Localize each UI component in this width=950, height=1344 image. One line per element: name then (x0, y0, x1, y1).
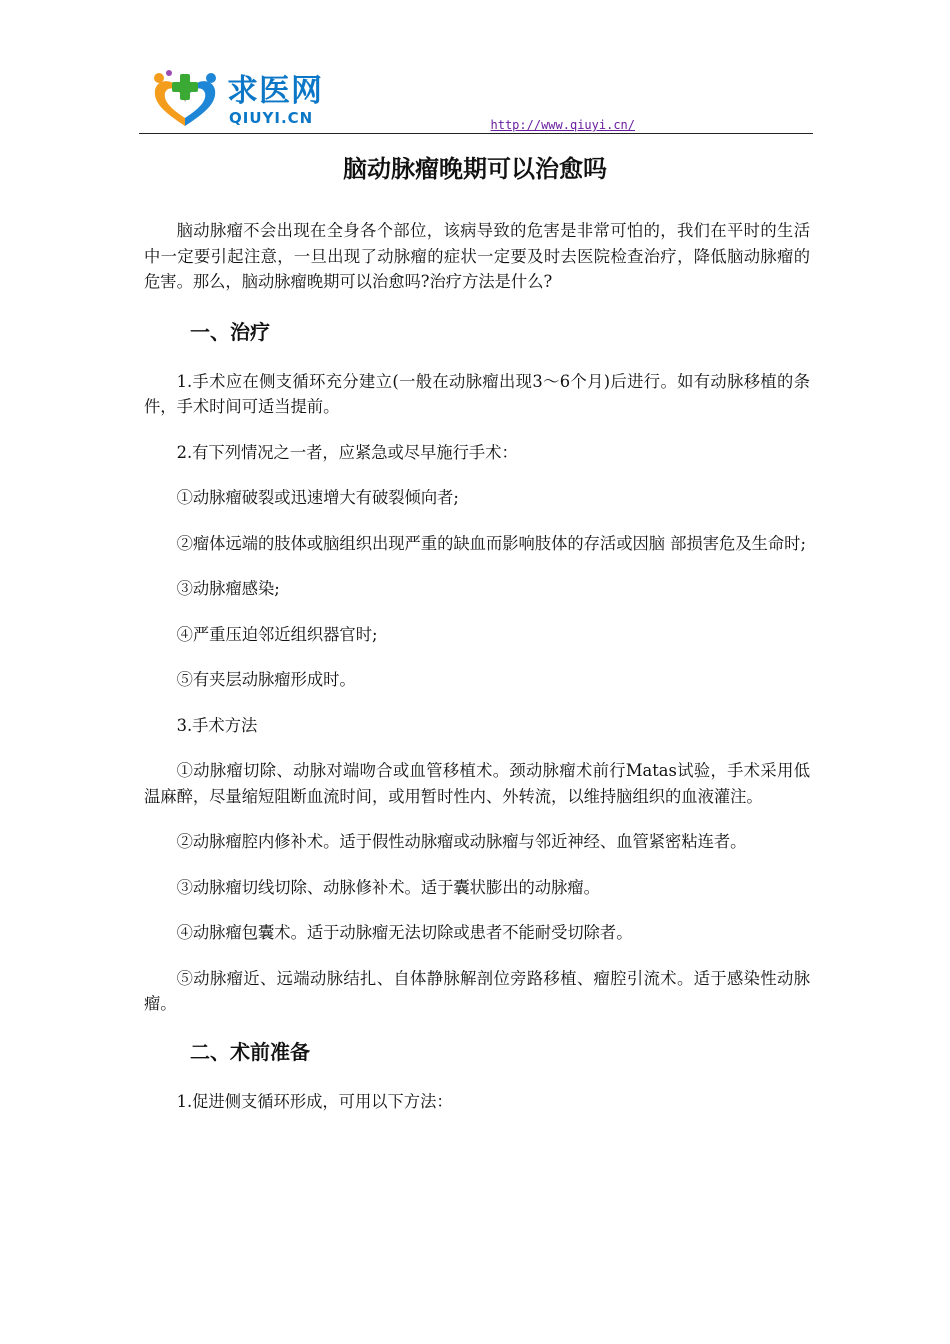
body-paragraph: ④动脉瘤包囊术。适于动脉瘤无法切除或患者不能耐受切除者。 (176, 923, 633, 942)
document-body (144, 218, 810, 1134)
body-paragraph: ③动脉瘤感染; (176, 579, 280, 598)
document-title: 脑动脉瘤晚期可以治愈吗 (343, 155, 607, 183)
body-paragraph: ⑤有夹层动脉瘤形成时。 (176, 670, 356, 689)
body-paragraph: ①动脉瘤破裂或迅速增大有破裂倾向者; (176, 488, 459, 507)
site-logo[interactable] (149, 70, 339, 130)
body-paragraph: ④严重压迫邻近组织器官时; (176, 624, 378, 644)
qiuyi-logo-icon (149, 70, 221, 130)
section-heading-treatment: 一、治疗 (190, 319, 270, 344)
body-paragraph: ①动脉瘤切除、动脉对端吻合或血管移植术。颈动脉瘤术前行Matas试验，手术采用低温麻醉，尽量缩短阻断血流时间，或用暂时性内、外转流，以维持脑组织的血液灌注。 (144, 761, 810, 806)
body-paragraph: ⑤动脉瘤近、远端动脉结扎、自体静脉解剖位旁路移植、瘤腔引流术。适于感染性动脉瘤。 (144, 968, 810, 1013)
logo-english-text: QIUYI.CN (229, 109, 314, 127)
logo-chinese-text: 求医网 (227, 73, 323, 109)
intro-paragraph: 脑动脉瘤不会出现在全身各个部位，该病导致的危害是非常可怕的，我们在平时的生活中一定要引起注意，一旦出现了动脉瘤的症状一定要及时去医院检查治疗，降低脑动脉瘤的危害。那么，脑动脉瘤晚期可以治愈吗?治疗方法是什么? (144, 221, 810, 291)
site-url-link[interactable]: http://www.qiuyi.cn/ (490, 118, 635, 132)
body-paragraph: 3.手术方法 (176, 715, 258, 735)
body-paragraph: ②动脉瘤腔内修补术。适于假性动脉瘤或动脉瘤与邻近神经、血管紧密粘连者。 (176, 832, 747, 851)
body-paragraph: 1.促进侧支循环形成，可用以下方法： (176, 1091, 453, 1111)
body-paragraph: 1.手术应在侧支循环充分建立(一般在动脉瘤出现3～6个月)后进行。如有动脉移植的条件，手术时间可适当提前。 (144, 371, 810, 416)
page-header (139, 62, 813, 134)
header-divider (139, 133, 813, 134)
body-paragraph: ②瘤体远端的肢体或脑组织出现严重的缺血而影响肢体的存活或因脑 部损害危及生命时; (176, 533, 806, 553)
body-paragraph: ③动脉瘤切线切除、动脉修补术。适于囊状膨出的动脉瘤。 (176, 877, 600, 897)
body-paragraph: 2.有下列情况之一者，应紧急或尽早施行手术： (176, 442, 518, 462)
section-heading-preparation: 二、术前准备 (190, 1039, 310, 1064)
